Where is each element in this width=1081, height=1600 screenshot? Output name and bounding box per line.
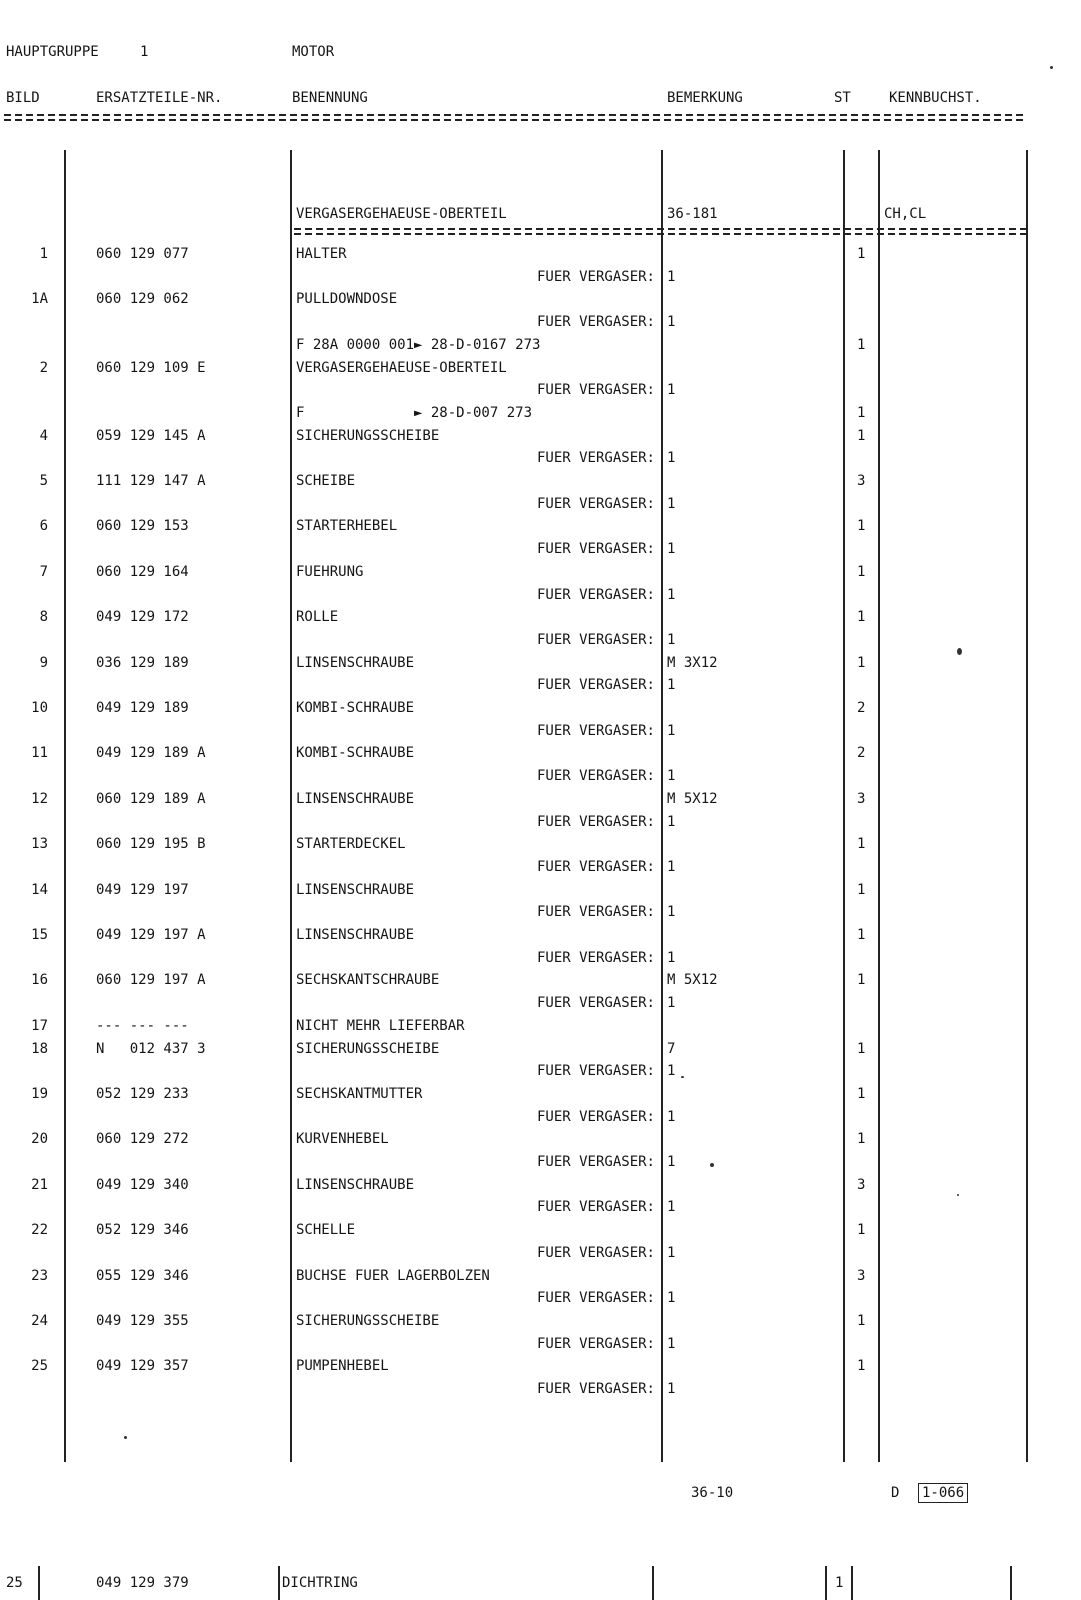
qty-cell: 2	[857, 700, 866, 716]
remark-cell: 1	[667, 677, 676, 693]
bild-cell: 10	[31, 700, 48, 716]
col-part-no: ERSATZTEILE-NR.	[96, 90, 223, 106]
next-bild: 25	[6, 1575, 23, 1591]
next-rule-6	[1010, 1566, 1012, 1600]
bild-cell: 4	[39, 428, 48, 444]
bild-cell: 11	[31, 745, 48, 761]
remark-cell: 1	[667, 859, 676, 875]
part-name: SECHSKANTSCHRAUBE	[296, 972, 440, 988]
col-rule-2	[290, 150, 292, 1462]
bild-cell: 21	[31, 1177, 48, 1193]
part-name: ROLLE	[296, 609, 339, 625]
section-title: VERGASERGEHAEUSE-OBERTEIL	[296, 206, 507, 222]
remark-cell: 1	[667, 632, 676, 648]
remark-cell: 1	[667, 314, 676, 330]
part-number: 060 129 109 E	[96, 360, 206, 376]
part-number: --- --- ---	[96, 1018, 189, 1034]
part-name: KURVENHEBEL	[296, 1131, 389, 1147]
bild-cell: 1A	[31, 291, 48, 307]
bild-cell: 18	[31, 1041, 48, 1057]
part-name: FUER VERGASER:	[536, 1336, 655, 1352]
next-rule-1	[38, 1566, 40, 1600]
remark-cell: 1	[667, 1154, 676, 1170]
qty-cell: 3	[857, 1268, 866, 1284]
part-name: FUER VERGASER:	[536, 723, 655, 739]
bild-cell: 7	[39, 564, 48, 580]
scan-speck	[957, 1194, 959, 1196]
col-qty: ST	[834, 90, 851, 106]
scan-speck	[124, 1436, 127, 1439]
col-code: KENNBUCHST.	[889, 90, 982, 106]
part-name: FUER VERGASER:	[536, 587, 655, 603]
remark-cell: 1	[667, 1290, 676, 1306]
bild-cell: 16	[31, 972, 48, 988]
next-part: 049 129 379	[96, 1575, 189, 1591]
remark-cell: 1	[667, 269, 676, 285]
part-name: FUER VERGASER:	[536, 1245, 655, 1261]
qty-cell: 1	[857, 882, 866, 898]
next-qty: 1	[835, 1575, 844, 1591]
part-name: FUER VERGASER:	[536, 677, 655, 693]
qty-cell: 1	[857, 337, 866, 353]
part-name: VERGASERGEHAEUSE-OBERTEIL	[296, 360, 507, 376]
part-name: FUER VERGASER:	[536, 814, 655, 830]
qty-cell: 1	[857, 927, 866, 943]
part-name: HALTER	[296, 246, 347, 262]
remark-cell: 1	[667, 814, 676, 830]
remark-cell: 1	[667, 1381, 676, 1397]
remark-cell: 1	[667, 1109, 676, 1125]
part-name: FUER VERGASER:	[536, 904, 655, 920]
qty-cell: 1	[857, 836, 866, 852]
part-name: FUER VERGASER:	[536, 995, 655, 1011]
col-name: BENENNUNG	[292, 90, 368, 106]
part-number: 060 129 153	[96, 518, 189, 534]
part-name: FUER VERGASER:	[536, 632, 655, 648]
col-rule-6	[1026, 150, 1028, 1462]
part-number: 111 129 147 A	[96, 473, 206, 489]
part-name: FUER VERGASER:	[536, 1381, 655, 1397]
scan-speck	[957, 648, 962, 655]
part-name: LINSENSCHRAUBE	[296, 791, 415, 807]
remark-cell: 1	[667, 995, 676, 1011]
qty-cell: 1	[857, 1086, 866, 1102]
remark-cell: M 5X12	[667, 791, 718, 807]
remark-cell: 7	[667, 1041, 676, 1057]
bild-cell: 13	[31, 836, 48, 852]
part-number: 036 129 189	[96, 655, 189, 671]
part-number: 060 129 197 A	[96, 972, 206, 988]
part-number: 060 129 062	[96, 291, 189, 307]
group-name: MOTOR	[292, 44, 335, 60]
part-number: 059 129 145 A	[96, 428, 206, 444]
part-name: KOMBI-SCHRAUBE	[296, 700, 415, 716]
part-name: FUER VERGASER:	[536, 382, 655, 398]
part-number: 060 129 195 B	[96, 836, 206, 852]
part-name: FUER VERGASER:	[536, 1063, 655, 1079]
part-number: 049 129 172	[96, 609, 189, 625]
bild-cell: 8	[39, 609, 48, 625]
qty-cell: 1	[857, 609, 866, 625]
bild-cell: 17	[31, 1018, 48, 1034]
bild-cell: 1	[39, 246, 48, 262]
scan-speck	[1050, 66, 1053, 69]
part-name: LINSENSCHRAUBE	[296, 927, 415, 943]
page-ref: 36-10	[691, 1485, 734, 1501]
remark-cell: 1	[667, 950, 676, 966]
next-rule-2	[278, 1566, 280, 1600]
qty-cell: 1	[857, 1222, 866, 1238]
remark-cell: 1	[667, 496, 676, 512]
next-rule-4	[825, 1566, 827, 1600]
remark-cell: M 3X12	[667, 655, 718, 671]
part-name: LINSENSCHRAUBE	[296, 655, 415, 671]
remark-cell: M 5X12	[667, 972, 718, 988]
qty-cell: 1	[857, 246, 866, 262]
part-number: 060 129 077	[96, 246, 189, 262]
bild-cell: 24	[31, 1313, 48, 1329]
bild-cell: 15	[31, 927, 48, 943]
qty-cell: 1	[857, 564, 866, 580]
bild-cell: 23	[31, 1268, 48, 1284]
section-separator	[294, 228, 1026, 235]
part-name: FUEHRUNG	[296, 564, 364, 580]
part-name: FUER VERGASER:	[536, 1154, 655, 1170]
qty-cell: 1	[857, 972, 866, 988]
bild-cell: 20	[31, 1131, 48, 1147]
lang-code: D	[891, 1485, 900, 1501]
qty-cell: 1	[857, 405, 866, 421]
part-name: FUER VERGASER:	[536, 1109, 655, 1125]
part-name: FUER VERGASER:	[536, 314, 655, 330]
part-name: SCHELLE	[296, 1222, 356, 1238]
scan-speck	[710, 1163, 714, 1167]
part-name: BUCHSE FUER LAGERBOLZEN	[296, 1268, 490, 1284]
part-name: STARTERDECKEL	[296, 836, 406, 852]
bild-cell: 12	[31, 791, 48, 807]
qty-cell: 1	[857, 1041, 866, 1057]
part-number: 049 129 340	[96, 1177, 189, 1193]
part-name: PUMPENHEBEL	[296, 1358, 389, 1374]
part-name: STARTERHEBEL	[296, 518, 398, 534]
remark-cell: 1	[667, 450, 676, 466]
qty-cell: 1	[857, 655, 866, 671]
bild-cell: 19	[31, 1086, 48, 1102]
part-number: 060 129 272	[96, 1131, 189, 1147]
remark-cell: 1	[667, 1063, 676, 1079]
bild-cell: 25	[31, 1358, 48, 1374]
part-name: F ► 28-D-007 273	[296, 405, 533, 421]
part-number: 055 129 346	[96, 1268, 189, 1284]
qty-cell: 1	[857, 1313, 866, 1329]
part-number: 049 129 355	[96, 1313, 189, 1329]
part-number: 049 129 197 A	[96, 927, 206, 943]
section-remark: 36-181	[667, 206, 718, 222]
qty-cell: 3	[857, 791, 866, 807]
qty-cell: 1	[857, 428, 866, 444]
part-number: 049 129 189	[96, 700, 189, 716]
qty-cell: 1	[857, 1131, 866, 1147]
col-rule-4	[843, 150, 845, 1462]
qty-cell: 2	[857, 745, 866, 761]
part-name: F 28A 0000 001► 28-D-0167 273	[296, 337, 541, 353]
part-name: FUER VERGASER:	[536, 1199, 655, 1215]
part-name: SICHERUNGSSCHEIBE	[296, 428, 440, 444]
part-name: SICHERUNGSSCHEIBE	[296, 1313, 440, 1329]
header-separator	[4, 114, 1024, 121]
remark-cell: 1	[667, 1336, 676, 1352]
bild-cell: 14	[31, 882, 48, 898]
part-name: LINSENSCHRAUBE	[296, 1177, 415, 1193]
next-name: DICHTRING	[282, 1575, 358, 1591]
part-number: 052 129 233	[96, 1086, 189, 1102]
next-rule-5	[851, 1566, 853, 1600]
part-name: PULLDOWNDOSE	[296, 291, 398, 307]
qty-cell: 3	[857, 1177, 866, 1193]
remark-cell: 1	[667, 541, 676, 557]
remark-cell: 1	[667, 1199, 676, 1215]
remark-cell: 1	[667, 1245, 676, 1261]
col-rule-5	[878, 150, 880, 1462]
part-number: 060 129 189 A	[96, 791, 206, 807]
bild-cell: 9	[39, 655, 48, 671]
section-code: CH,CL	[884, 206, 927, 222]
group-label: HAUPTGRUPPE	[6, 44, 99, 60]
part-name: NICHT MEHR LIEFERBAR	[296, 1018, 465, 1034]
bild-cell: 5	[39, 473, 48, 489]
qty-cell: 1	[857, 1358, 866, 1374]
part-name: FUER VERGASER:	[536, 859, 655, 875]
bild-cell: 22	[31, 1222, 48, 1238]
part-name: SECHSKANTMUTTER	[296, 1086, 423, 1102]
part-name: LINSENSCHRAUBE	[296, 882, 415, 898]
remark-cell: 1	[667, 587, 676, 603]
page-code-box: 1-066	[918, 1483, 968, 1503]
remark-cell: 1	[667, 723, 676, 739]
remark-cell: 1	[667, 382, 676, 398]
remark-cell: 1	[667, 768, 676, 784]
part-number: N 012 437 3	[96, 1041, 206, 1057]
remark-cell: 1	[667, 904, 676, 920]
part-name: FUER VERGASER:	[536, 541, 655, 557]
part-name: FUER VERGASER:	[536, 950, 655, 966]
part-name: SICHERUNGSSCHEIBE	[296, 1041, 440, 1057]
scan-speck	[681, 1076, 684, 1078]
part-number: 049 129 197	[96, 882, 189, 898]
part-number: 049 129 189 A	[96, 745, 206, 761]
group-number: 1	[140, 44, 149, 60]
part-name: FUER VERGASER:	[536, 768, 655, 784]
col-remark: BEMERKUNG	[667, 90, 743, 106]
part-number: 049 129 357	[96, 1358, 189, 1374]
part-number: 060 129 164	[96, 564, 189, 580]
bild-cell: 2	[39, 360, 48, 376]
part-name: FUER VERGASER:	[536, 496, 655, 512]
part-name: FUER VERGASER:	[536, 450, 655, 466]
part-name: FUER VERGASER:	[536, 269, 655, 285]
part-number: 052 129 346	[96, 1222, 189, 1238]
col-rule-1	[64, 150, 66, 1462]
next-rule-3	[652, 1566, 654, 1600]
part-name: KOMBI-SCHRAUBE	[296, 745, 415, 761]
col-rule-3	[661, 150, 663, 1462]
bild-cell: 6	[39, 518, 48, 534]
part-name: SCHEIBE	[296, 473, 356, 489]
qty-cell: 3	[857, 473, 866, 489]
qty-cell: 1	[857, 518, 866, 534]
col-bild: BILD	[6, 90, 40, 106]
part-name: FUER VERGASER:	[536, 1290, 655, 1306]
